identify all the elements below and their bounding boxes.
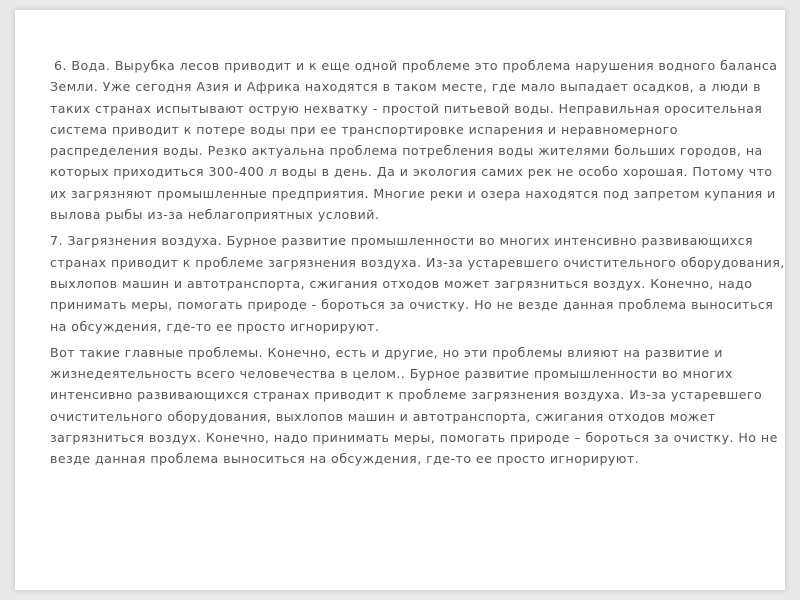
paragraph-conclusion: Вот такие главные проблемы. Конечно, есть и другие, но эти проблемы влияют на развитие и жизнедеятельность всего человечества в целом.. Бурное развитие промышленности во многих интенсивно развивающихся странах приводит к проблеме загрязнения воздуха. Из-за устаревшего очистительного оборудования, выхлопов машин и автотранспорта, сжигания отходов может загрязниться воздух. Конечно, надо принимать меры, помогать природе – бороться за очистку. Но не везде данная проблема выноситься на обсуждения, где-то ее просто игнорируют.: [50, 344, 778, 467]
slide-text-body: [50, 55, 785, 475]
paragraph-water: 6. Вода. Вырубка лесов приводит и к еще одной проблеме это проблема нарушения водного баланса Земли. Уже сегодня Азия и Африка находятся в таком месте, где мало выпадает осадков, а люди в таких странах испытывают острую нехватку - простой питьевой воды. Неправильная оросительная система приводит к потере воды при ее транспортировке испарения и неравномерного распределения воды. Резко актуальна проблема потребления воды жителями больших городов, на которых приходиться 300-400 л воды в день. Да и экология самих рек не особо хорошая. Потому что их загрязняют промышленные предприятия. Многие реки и озера находятся под запретом купания и вылова рыбы из-за неблагоприятных условий.: [50, 58, 778, 223]
slide: [15, 10, 785, 590]
paragraph-air-pollution: 7. Загрязнения воздуха. Бурное развитие промышленности во многих интенсивно развивающихся странах приводит к проблеме загрязнения воздуха. Из-за устаревшего очистительного оборудования, выхлопов машин и автотранспорта, сжигания отходов может загрязниться воздух. Конечно, надо принимать меры, помогать природе - бороться за очистку. Но не везде данная проблема выноситься на обсуждения, где-то ее просто игнорируют.: [50, 233, 785, 334]
